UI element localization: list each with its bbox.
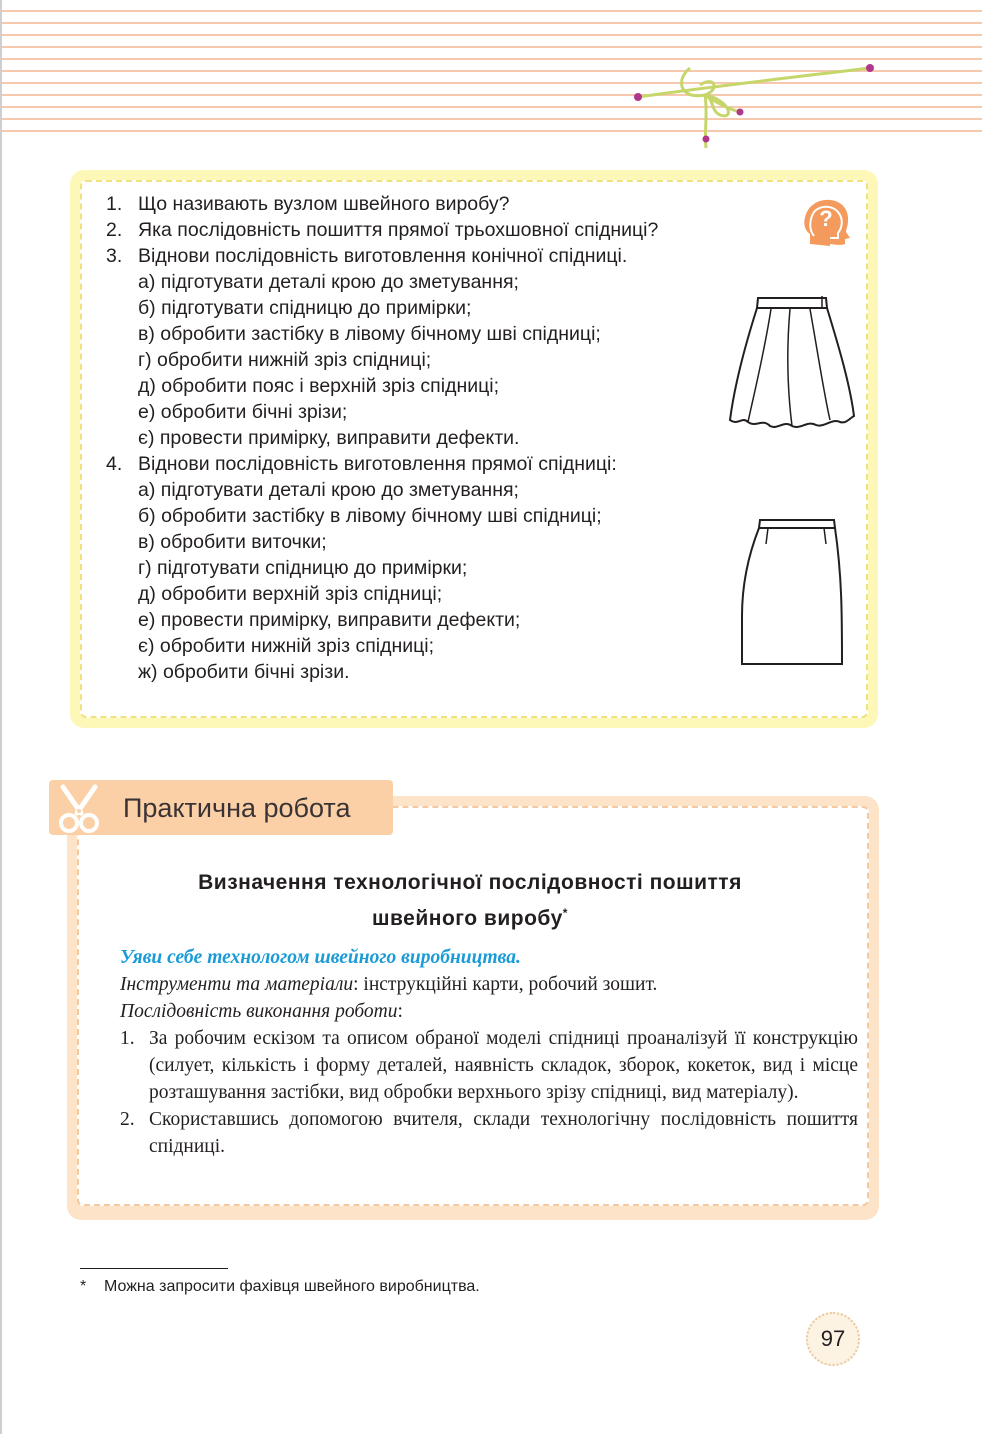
footnote-text: Можна запросити фахівця швейного виробництва. (104, 1278, 480, 1295)
list-item: є) провести примірку, виправити дефекти. (138, 427, 520, 449)
list-item: в) обробити виточки; (138, 531, 327, 553)
practical-heading-line1: Визначення технологічної послідовності пошиття (198, 871, 742, 894)
list-item: г) підготувати спідницю до примірки; (138, 557, 468, 579)
step-number: 1. (120, 1028, 135, 1049)
page-edge (0, 0, 2, 1434)
list-item: ж) обробити бічні зрізи. (138, 661, 350, 683)
practical-heading-line2: швейного виробу (372, 907, 563, 930)
list-item: б) обробити застібку в лівому бічному шві спідниці; (138, 505, 602, 527)
list-item (120, 1106, 858, 1160)
list-item: є) обробити нижній зріз спідниці; (138, 635, 435, 657)
list-item: а) підготувати деталі крою до зметування; (138, 271, 519, 293)
step-text: Скориставшись допомогою вчителя, склади технологічну послідовність пошиття спідниці. (149, 1109, 858, 1157)
conical-skirt-illustration (726, 294, 856, 430)
straight-skirt-illustration (738, 516, 848, 668)
footnote-divider (80, 1268, 228, 1269)
question-number: 4. (106, 453, 123, 475)
footnote (80, 1276, 480, 1298)
list-item: д) обробити пояс і верхній зріз спідниці; (138, 375, 500, 397)
tools-text: : інструкційні карти, робочий зошит. (353, 974, 658, 995)
question-number: 2. (106, 219, 123, 241)
tools-label: Інструменти та матеріали (120, 974, 354, 995)
list-item: а) підготувати деталі крою до зметування; (138, 479, 519, 501)
list-item: в) обробити застібку в лівому бічному шві спідниці; (138, 323, 601, 345)
list-item: д) обробити верхній зріз спідниці; (138, 583, 443, 605)
head-question-icon (800, 196, 852, 248)
list-item (120, 1025, 858, 1106)
question-text: Віднови послідовність виготовлення прямої спідниці: (138, 453, 617, 475)
ribbon-bow-decoration (620, 40, 890, 155)
list-item: б) підготувати спідницю до примірки; (138, 297, 472, 319)
steps-heading (120, 998, 858, 1025)
step-number: 2. (120, 1109, 135, 1130)
question-1 (106, 191, 746, 217)
step-text: За робочим ескізом та описом обраної моделі спідниці проаналізуй її конструкцію (силует, кількість і форму деталей, наявність складок, зборок, кокеток, вид і місце розташування застібки, вид обробки верхнього зрізу спідниці, вид матеріалу). (149, 1028, 858, 1103)
practical-lead: Уяви себе технологом швейного виробництва. (120, 947, 521, 968)
question-text: Що називають вузлом швейного виробу? (138, 193, 510, 215)
question-number: 3. (106, 245, 123, 267)
footnote-reference: * (562, 906, 568, 920)
steps-label: Послідовність виконання роботи (120, 1001, 398, 1022)
list-item: е) провести примірку, виправити дефекти; (138, 609, 521, 631)
practical-body (120, 944, 858, 1160)
questions-list (106, 191, 746, 685)
question-number: 1. (106, 193, 123, 215)
question-text: Віднови послідовність виготовлення конічної спідниці. (138, 245, 628, 267)
scissors-icon (53, 783, 105, 835)
list-item: е) обробити бічні зрізи; (138, 401, 348, 423)
list-item: г) обробити нижній зріз спідниці; (138, 349, 432, 371)
question-2 (106, 217, 746, 243)
help-symbol: ? (819, 206, 833, 231)
practical-work-title: Практична робота (123, 793, 351, 823)
steps-list (120, 1025, 858, 1160)
practical-heading (90, 868, 850, 934)
question-3 (106, 243, 746, 451)
steps-colon: : (397, 1001, 403, 1022)
tools-line (120, 971, 858, 998)
question-text: Яка послідовність пошиття прямої трьохшовної спідниці? (138, 219, 659, 241)
footnote-mark: * (80, 1278, 87, 1295)
question-4 (106, 451, 746, 685)
page-number: 97 (806, 1312, 860, 1366)
